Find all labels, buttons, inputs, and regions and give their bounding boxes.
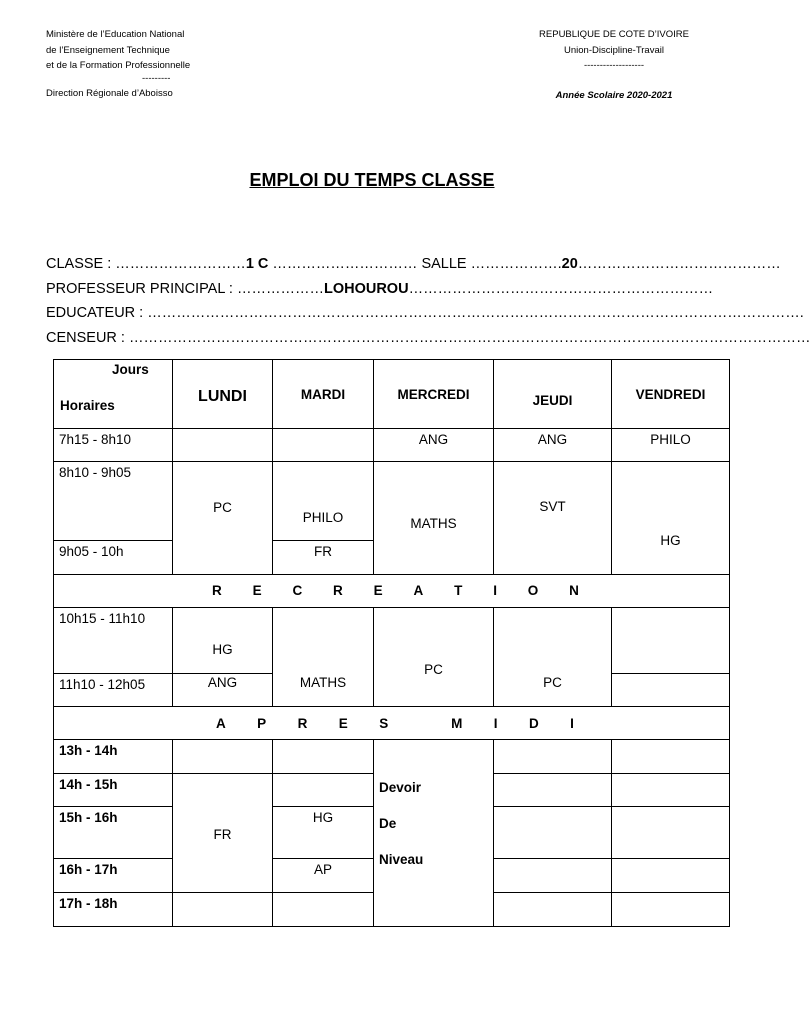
- devoir-line-1: Devoir: [379, 780, 422, 796]
- ministry-header: [46, 27, 190, 102]
- course-cell: HG: [273, 807, 374, 858]
- salle-dots: ……………………………………: [577, 256, 781, 272]
- day-header-lundi: LUNDI: [173, 360, 273, 429]
- table-row: [54, 607, 730, 673]
- time-cell: 17h - 18h: [54, 892, 173, 926]
- course-cell: PHILO: [612, 429, 730, 462]
- empty-cell: [612, 740, 730, 774]
- school-year: Année Scolaire 2020-2021: [555, 89, 673, 101]
- empty-cell: [612, 774, 730, 807]
- empty-cell: [612, 807, 730, 858]
- course-cell: FR: [173, 774, 273, 892]
- course-cell: PHILO: [273, 462, 374, 540]
- time-cell: 15h - 16h: [54, 807, 173, 858]
- empty-cell: [173, 429, 273, 462]
- prof-value: LOHOUROU: [323, 280, 409, 297]
- ministry-line-3: et de la Formation Professionnelle: [46, 60, 191, 72]
- empty-cell: [612, 858, 730, 892]
- republic-motto: Union-Discipline-Travail: [564, 44, 664, 56]
- empty-cell: [494, 807, 612, 858]
- course-cell: HG: [173, 607, 273, 673]
- page-title: EMPLOI DU TEMPS CLASSE: [249, 170, 495, 190]
- republic-header: [520, 27, 708, 103]
- time-cell: 13h - 14h: [54, 740, 173, 774]
- empty-cell: [173, 892, 273, 926]
- devoir-line-2: De: [379, 816, 397, 832]
- time-cell: 7h15 - 8h10: [54, 429, 173, 462]
- course-cell: FR: [273, 540, 374, 574]
- empty-cell: [273, 429, 374, 462]
- course-cell: PC: [173, 462, 273, 574]
- recreation-band: [54, 574, 730, 607]
- table-header-row: [54, 360, 730, 429]
- republic-separator: -------------------: [583, 60, 645, 72]
- table-row: [54, 462, 730, 540]
- time-cell: 10h15 - 11h10: [54, 607, 173, 673]
- prof-row: [46, 277, 781, 302]
- time-cell: 9h05 - 10h: [54, 540, 173, 574]
- time-cell: 11h10 - 12h05: [54, 674, 173, 707]
- regional-direction: Direction Régionale d’Aboisso: [46, 88, 173, 100]
- course-cell: PC: [374, 607, 494, 706]
- table-row: [54, 740, 730, 774]
- course-cell: ANG: [494, 429, 612, 462]
- table-row: [54, 429, 730, 462]
- day-header-jeudi: JEUDI: [494, 360, 612, 429]
- devoir-line-3: Niveau: [379, 852, 424, 868]
- corner-cell: [54, 360, 173, 429]
- time-cell: 16h - 17h: [54, 858, 173, 892]
- empty-cell: [494, 774, 612, 807]
- course-cell: HG: [612, 462, 730, 574]
- salle-label: SALLE ……………….: [421, 256, 562, 272]
- course-cell: MATHS: [273, 607, 374, 706]
- empty-cell: [612, 674, 730, 707]
- empty-cell: [494, 892, 612, 926]
- time-cell: 14h - 15h: [54, 774, 173, 807]
- educateur-row: EDUCATEUR : ……………………………………………………………………………………………………………………….: [46, 305, 804, 321]
- classe-label: CLASSE : ………………………: [46, 256, 246, 272]
- classe-dots: …………………………: [268, 256, 422, 272]
- course-cell: AP: [273, 858, 374, 892]
- recreation-cell: [54, 574, 730, 607]
- corner-days: Jours: [112, 362, 149, 377]
- prof-dots: ………………………………………………………: [408, 280, 714, 297]
- ministry-separator: ---------: [142, 72, 171, 84]
- prof-label: PROFESSEUR PRINCIPAL : ………………: [46, 280, 324, 297]
- day-header-mercredi: MERCREDI: [374, 360, 494, 429]
- class-info: [46, 252, 811, 350]
- corner-hours: Horaires: [60, 398, 115, 413]
- empty-cell: [494, 740, 612, 774]
- empty-cell: [273, 740, 374, 774]
- empty-cell: [494, 858, 612, 892]
- empty-cell: [173, 740, 273, 774]
- classe-row: [46, 252, 781, 277]
- day-header-vendredi: VENDREDI: [612, 360, 730, 429]
- course-cell: ANG: [374, 429, 494, 462]
- salle-value: 20: [561, 256, 578, 272]
- course-cell: MATHS: [374, 462, 494, 574]
- empty-cell: [273, 892, 374, 926]
- devoir-cell: [374, 740, 494, 927]
- afternoon-letters: A P R E S M I D I: [216, 715, 574, 731]
- empty-cell: [273, 774, 374, 807]
- time-cell: 8h10 - 9h05: [54, 462, 173, 540]
- course-cell: SVT: [494, 462, 612, 574]
- ministry-line-1: Ministère de l’Education National: [46, 29, 185, 40]
- classe-value: 1 C: [245, 256, 269, 272]
- recreation-letters: R E C R E A T I O N: [212, 583, 579, 599]
- empty-cell: [612, 607, 730, 673]
- day-header-mardi: MARDI: [273, 360, 374, 429]
- republic-line-1: REPUBLIQUE DE COTE D’IVOIRE: [539, 29, 689, 40]
- empty-cell: [612, 892, 730, 926]
- afternoon-cell: [54, 707, 730, 740]
- timetable: [53, 359, 730, 927]
- course-cell: ANG: [173, 674, 273, 707]
- course-cell: PC: [494, 607, 612, 706]
- censeur-row: CENSEUR : ……………………………………………………………………………………………………………………………: [46, 329, 811, 346]
- ministry-line-2: de l’Enseignement Technique: [46, 44, 170, 56]
- afternoon-band: [54, 707, 730, 740]
